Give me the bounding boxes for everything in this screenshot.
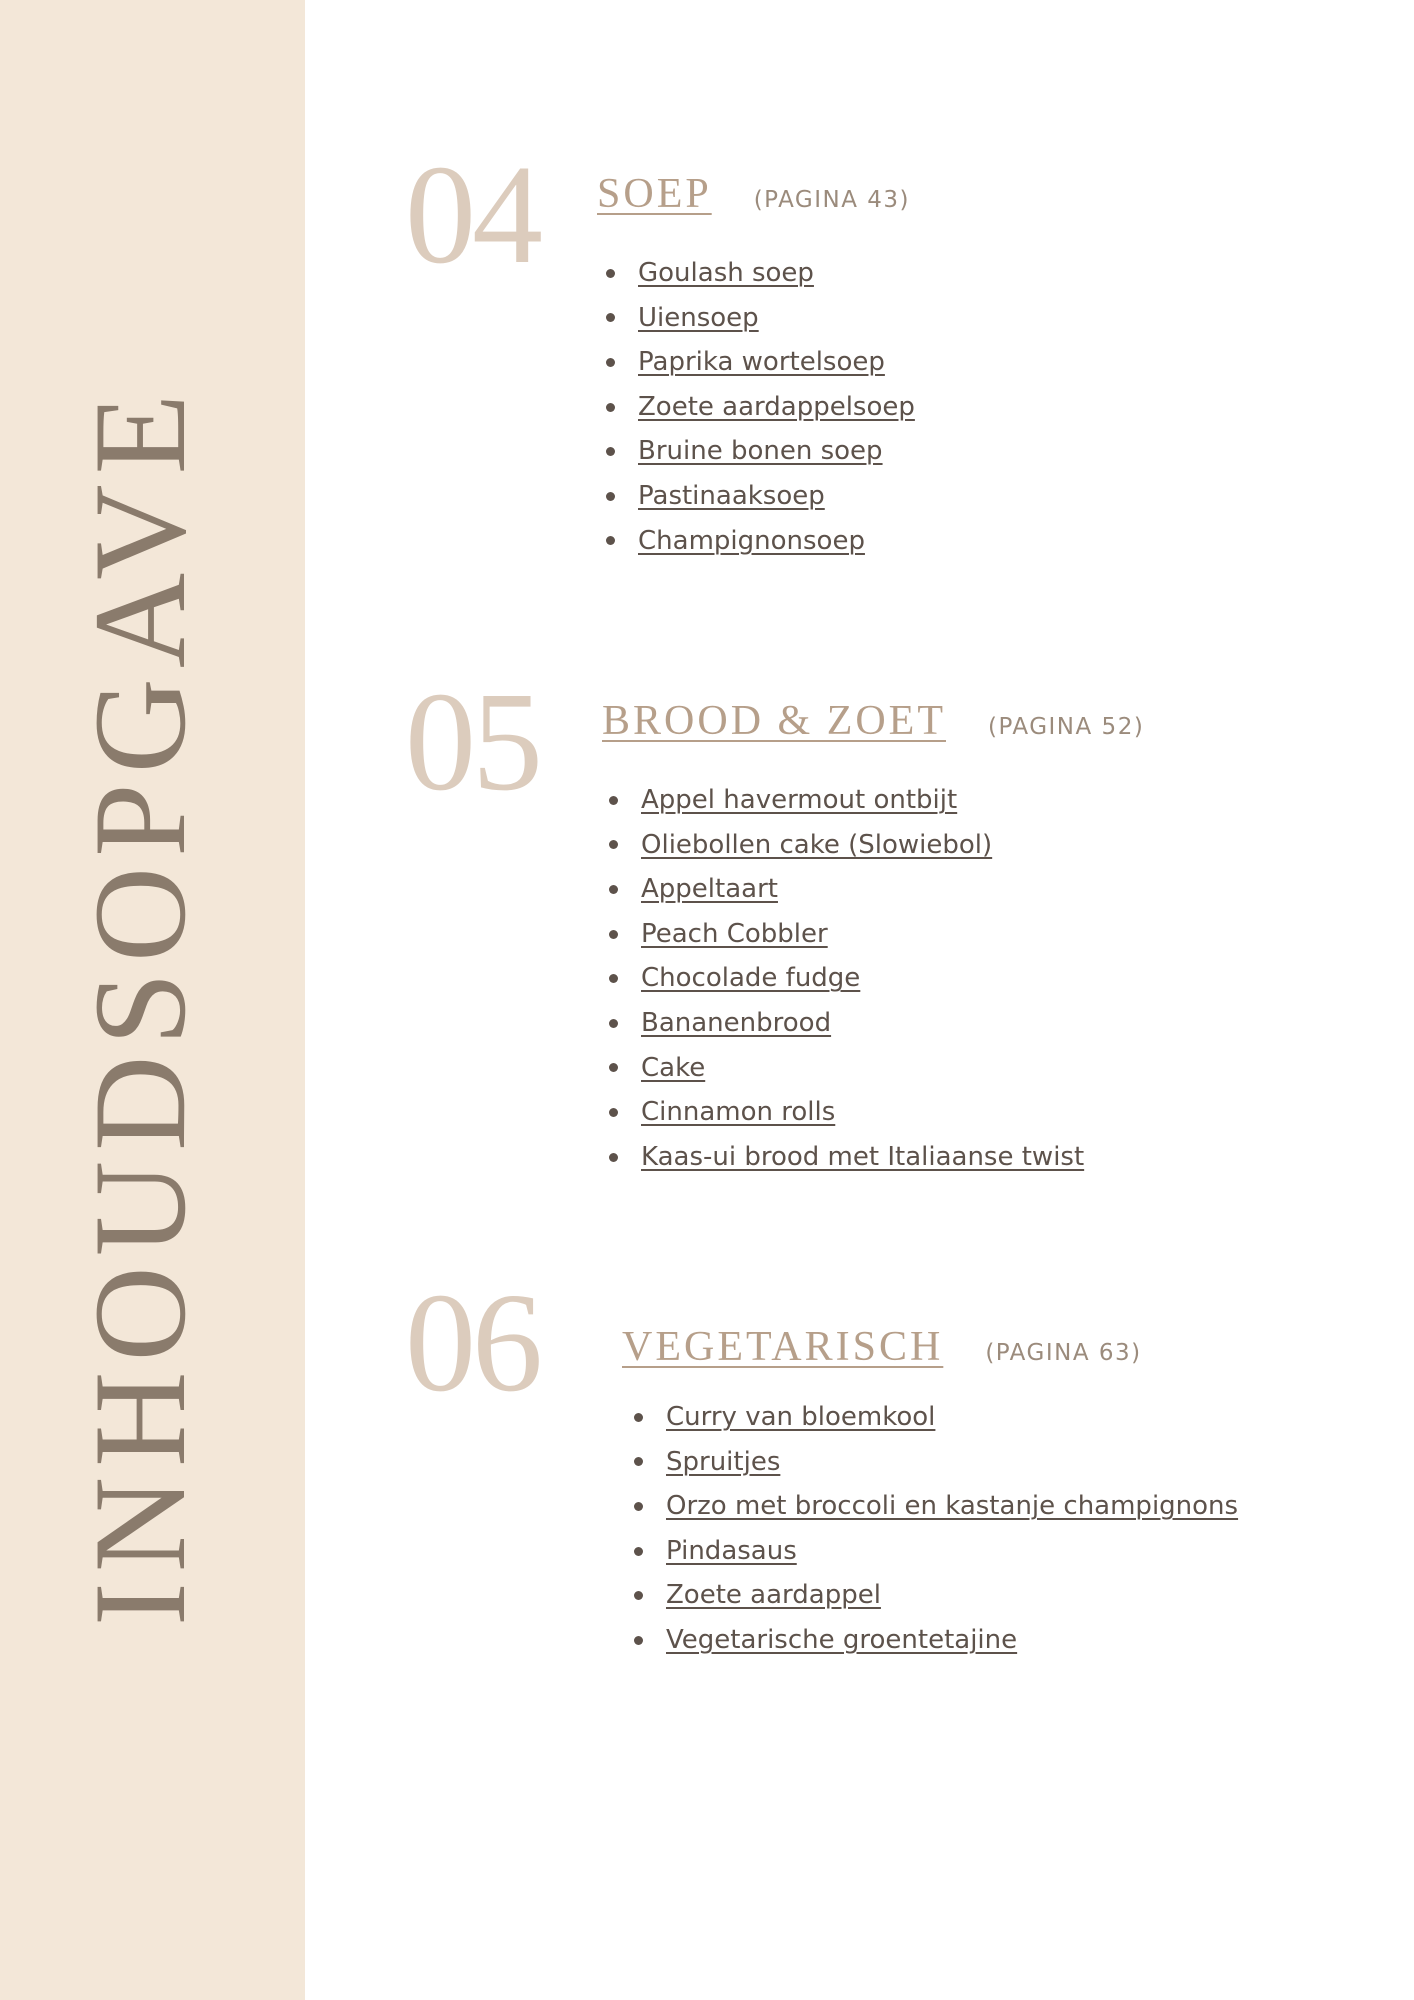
bullet-icon [606,447,615,456]
section-number: 06 [405,1263,539,1421]
recipe-link[interactable]: Goulash soep [638,258,814,288]
section-page-reference: (PAGINA 43) [753,187,910,213]
section-page-reference: (PAGINA 63) [985,1340,1142,1366]
recipe-link[interactable]: Chocolade fudge [641,963,861,994]
bullet-icon [609,1153,618,1162]
bullet-icon [609,930,618,939]
section-title-link[interactable]: BROOD & ZOET [602,698,946,744]
recipe-link[interactable]: Paprika wortelsoep [638,347,885,378]
recipe-link[interactable]: Bananenbrood [641,1007,832,1038]
bullet-icon [606,536,615,545]
bullet-icon [634,1591,643,1600]
bullet-icon [606,403,615,412]
bullet-icon [609,885,618,894]
bullet-icon [609,1063,618,1072]
bullet-icon [606,313,615,322]
recipe-link[interactable]: Pindasaus [666,1535,797,1566]
section-page-reference: (PAGINA 52) [988,714,1145,740]
bullet-icon [609,1019,618,1028]
bullet-icon [609,1108,618,1117]
section-number: 04 [405,135,539,293]
bullet-icon [606,492,615,501]
bullet-icon [609,840,618,849]
section-title-link[interactable]: SOEP [597,171,712,217]
recipe-link[interactable]: Uiensoep [638,302,759,333]
bullet-icon [634,1457,643,1466]
bullet-icon [634,1636,643,1645]
recipe-link[interactable]: Kaas-ui brood met Italiaanse twist [641,1141,1085,1172]
recipe-link[interactable]: Peach Cobbler [641,918,828,949]
recipe-link[interactable]: Curry van bloemkool [666,1402,936,1432]
recipe-link[interactable]: Appeltaart [641,874,778,905]
bullet-icon [634,1413,643,1422]
recipe-link[interactable]: Cake [641,1052,706,1083]
section-number: 05 [405,662,539,820]
bullet-icon [634,1547,643,1556]
recipe-link[interactable]: Champignonsoep [638,525,865,556]
recipe-link[interactable]: Appel havermout ontbijt [641,785,958,815]
bullet-icon [606,269,615,278]
recipe-link[interactable]: Vegetarische groentetajine [666,1624,1018,1655]
recipe-link[interactable]: Pastinaaksoep [638,480,825,511]
recipe-link[interactable]: Zoete aardappel [666,1580,881,1611]
section-title-link[interactable]: VEGETARISCH [622,1324,944,1370]
sidebar-panel [0,0,305,2000]
recipe-link[interactable]: Spruitjes [666,1446,781,1477]
section-heading [597,170,910,218]
bullet-icon [609,796,618,805]
bullet-icon [606,358,615,367]
bullet-icon [634,1502,643,1511]
bullet-icon [609,974,618,983]
recipe-link[interactable]: Orzo met broccoli en kastanje champignons [666,1491,1239,1522]
section-heading [602,697,1144,745]
recipe-link[interactable]: Oliebollen cake (Slowiebol) [641,829,993,860]
section-heading [622,1323,1142,1371]
recipe-link[interactable]: Bruine bonen soep [638,436,883,467]
sidebar-title: INHOUDSOPGAVE [66,383,213,1627]
recipe-link[interactable]: Zoete aardappelsoep [638,391,915,422]
recipe-link[interactable]: Cinnamon rolls [641,1097,836,1128]
